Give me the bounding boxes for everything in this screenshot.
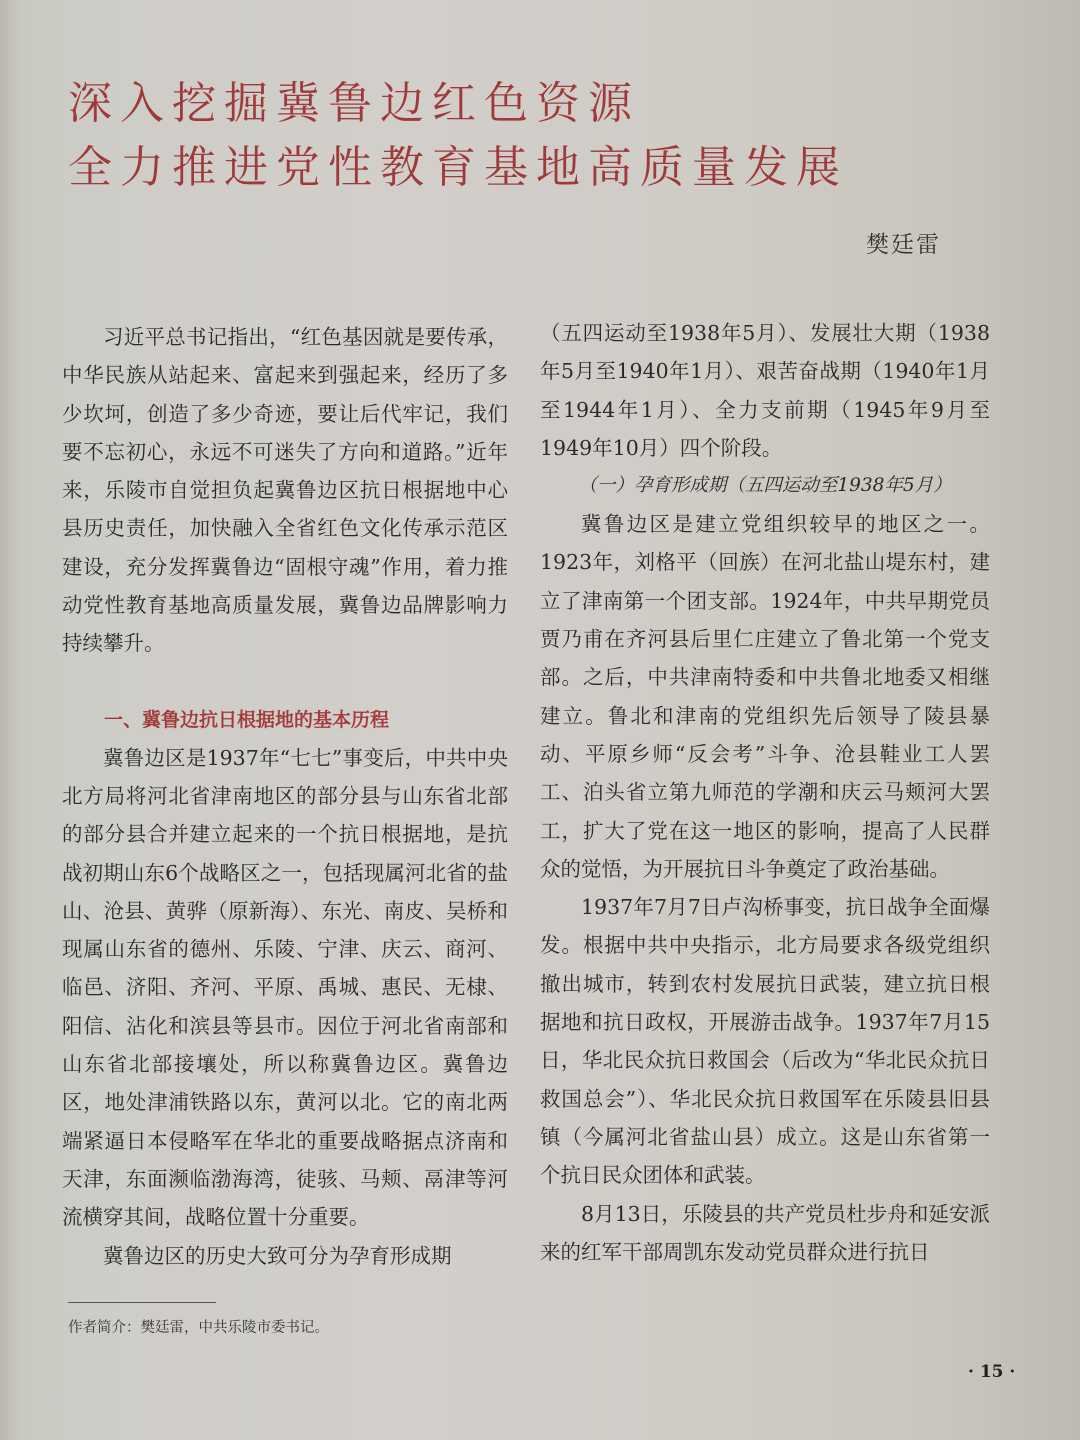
right-column — [540, 314, 990, 1271]
body-paragraph: 冀鲁边区是建立党组织较早的地区之一。1923年，刘格平（回族）在河北盐山堤东村，建立了津南第一个团支部。1924年，中共早期党员贾乃甫在齐河县后里仁庄建立了鲁北第一个党支部。之后，中共津南特委和中共鲁北地委又相继建立。鲁北和津南的党组织先后领导了陵县暴动、平原乡师“反会考”斗争、沧县鞋业工人罢工、泊头省立第九师范的学潮和庆云马颊河大罢工，扩大了党在这一地区的影响，提高了人民群众的觉悟，为开展抗日斗争奠定了政治基础。 — [540, 512, 990, 881]
section-heading: 一、冀鲁边抗日根据地的基本历程 — [104, 708, 390, 731]
author-byline: 樊廷雷 — [866, 232, 941, 258]
article-title — [68, 72, 848, 200]
footnote-divider — [68, 1302, 216, 1303]
title-line-2: 全力推进党性教育基地高质量发展 — [68, 142, 848, 193]
body-paragraph: 冀鲁边区的历史大致可分为孕育形成期 — [103, 1243, 452, 1268]
author-footnote: 作者简介：樊廷雷，中共乐陵市委书记。 — [68, 1320, 329, 1336]
left-column — [62, 318, 508, 1275]
body-paragraph: 冀鲁边区是1937年“七七”事变后，中共中央北方局将河北省津南地区的部分县与山东省北部的部分县合并建立起来的一个抗日根据地，是抗战初期山东6个战略区之一，包括现属河北省的盐山、沧县、黄骅（原新海）、东光、南皮、吴桥和现属山东省的德州、乐陵、宁津、庆云、商河、临邑、济阳、齐河、平原、禹城、惠民、无棣、阳信、沾化和滨县等县市。因位于河北省南部和山东省北部接壤处，所以称冀鲁边区。冀鲁边区，地处津浦铁路以东，黄河以北。它的南北两端紧逼日本侵略军在华北的重要战略据点济南和天津，东面濒临渤海湾，徒骇、马颊、鬲津等河流横穿其间，战略位置十分重要。 — [62, 745, 508, 1230]
body-paragraph: 8月13日，乐陵县的共产党员杜步舟和延安派来的红军干部周凯东发动党员群众进行抗日 — [540, 1201, 990, 1264]
subsection-heading: （一）孕育形成期（五四运动至1938年5月） — [578, 475, 952, 497]
intro-paragraph: 习近平总书记指出，“红色基因就是要传承，中华民族从站起来、富起来到强起来，经历了多少坎坷，创造了多少奇迹，要让后代牢记，我们要不忘初心，永远不可迷失了方向和道路。”近年来，乐陵市自觉担负起冀鲁边区抗日根据地中心县历史责任，加快融入全省红色文化传承示范区建设，充分发挥冀鲁边“固根守魂”作用，着力推动党性教育基地高质量发展，冀鲁边品牌影响力持续攀升。 — [62, 325, 508, 656]
title-line-1: 深入挖掘冀鲁边红色资源 — [68, 78, 640, 129]
page-number: · 15 · — [968, 1362, 1016, 1382]
body-paragraph: 1937年7月7日卢沟桥事变，抗日战争全面爆发。根据中共中央指示，北方局要求各级党组织撤出城市，转到农村发展抗日武装，建立抗日根据地和抗日政权，开展游击战争。1937年7月15日，华北民众抗日救国会（后改为“华北民众抗日救国总会”）、华北民众抗日救国军在乐陵县旧县镇（今属河北省盐山县）成立。这是山东省第一个抗日民众团体和武装。 — [540, 895, 990, 1188]
body-paragraph-continued: （五四运动至1938年5月）、发展壮大期（1938年5月至1940年1月）、艰苦奋战期（1940年1月至1944年1月）、全力支前期（1945年9月至1949年10月）四个阶段。 — [540, 321, 990, 460]
